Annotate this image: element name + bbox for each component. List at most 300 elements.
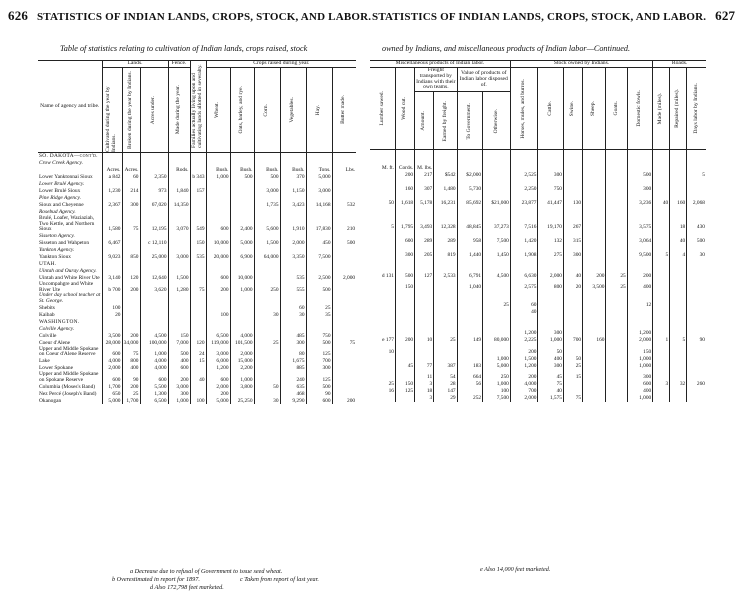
table-cell bbox=[332, 195, 356, 202]
table-cell: 6,467 bbox=[102, 240, 122, 247]
table-cell: 25 bbox=[122, 390, 140, 397]
table-cell: $21,000 bbox=[483, 199, 511, 206]
table-cell: 25 bbox=[483, 302, 511, 309]
table-cell bbox=[687, 388, 706, 395]
table-cell bbox=[396, 265, 415, 272]
table-cell: 5,500 bbox=[140, 383, 168, 390]
table-cell bbox=[670, 178, 687, 185]
table-cell bbox=[254, 195, 280, 202]
table-cell: 2,200 bbox=[230, 365, 254, 372]
table-cell bbox=[687, 206, 706, 213]
table-cell: 600 bbox=[102, 347, 122, 358]
table-cell bbox=[190, 293, 206, 304]
table-cell: 6,500 bbox=[206, 333, 230, 340]
table-cell: 1 bbox=[653, 337, 670, 344]
table-cell bbox=[583, 199, 606, 206]
table-cell bbox=[583, 265, 606, 272]
table-cell bbox=[583, 291, 606, 302]
table-cell bbox=[510, 230, 538, 237]
table-cell bbox=[434, 309, 457, 316]
table-cell: 5,730 bbox=[457, 185, 483, 192]
tribe-name: Shebits bbox=[39, 304, 55, 311]
table-cell bbox=[230, 390, 254, 397]
table-cell: 400 bbox=[627, 279, 653, 290]
table-cell bbox=[510, 178, 538, 185]
table-cell: 3,000 bbox=[168, 383, 190, 390]
table-cell bbox=[670, 291, 687, 302]
table-cell bbox=[332, 312, 356, 319]
table-cell: 12 bbox=[627, 302, 653, 309]
table-cell bbox=[332, 174, 356, 181]
table-cell bbox=[627, 164, 653, 171]
table-cell bbox=[230, 312, 254, 319]
table-cell bbox=[583, 258, 606, 265]
table-cell bbox=[606, 164, 627, 171]
table-cell bbox=[332, 181, 356, 188]
table-cell: 25,000 bbox=[140, 254, 168, 261]
table-cell bbox=[653, 302, 670, 309]
table-cell: 29 bbox=[434, 395, 457, 402]
col-header-roads-repaired: Repaired (miles). bbox=[670, 67, 687, 149]
table-cell: 7,000 bbox=[168, 340, 190, 347]
table-cell: 75 bbox=[122, 216, 140, 233]
table-cell bbox=[583, 316, 606, 323]
table-row bbox=[370, 291, 706, 302]
table-cell: 217 bbox=[415, 171, 434, 178]
table-cell bbox=[396, 302, 415, 309]
table-cell bbox=[687, 265, 706, 272]
table-cell bbox=[306, 319, 332, 326]
table-cell bbox=[483, 258, 511, 265]
table-cell bbox=[670, 157, 687, 164]
table-cell bbox=[230, 202, 254, 209]
table-cell bbox=[583, 323, 606, 330]
table-cell: 30 bbox=[280, 312, 306, 319]
table-cell bbox=[434, 150, 457, 158]
table-cell: 535 bbox=[190, 254, 206, 261]
table-cell: 400 bbox=[538, 355, 564, 362]
table-cell bbox=[538, 244, 564, 251]
table-cell bbox=[687, 316, 706, 323]
group-freight: Freight transported by Indians with their own teams. bbox=[416, 66, 456, 91]
table-cell: 23,877 bbox=[510, 199, 538, 206]
table-cell: 150 bbox=[627, 344, 653, 355]
table-cell: 50 bbox=[254, 383, 280, 390]
table-cell bbox=[670, 244, 687, 251]
table-cell bbox=[687, 279, 706, 290]
table-cell bbox=[190, 268, 206, 275]
table-cell bbox=[396, 230, 415, 237]
col-header-vegetables: Vegetables. bbox=[280, 67, 306, 152]
table-cell bbox=[122, 268, 140, 275]
table-cell: 400 bbox=[122, 365, 140, 372]
table-cell bbox=[670, 279, 687, 290]
table-cell: 3 bbox=[415, 381, 434, 388]
table-cell: 500 bbox=[627, 171, 653, 178]
table-cell bbox=[332, 293, 356, 304]
col-header-horses: Horses, mules, and burros. bbox=[510, 67, 538, 149]
left-footnote-c: c Taken from report of last year. bbox=[240, 576, 319, 583]
table-cell bbox=[606, 369, 627, 380]
left-running-head-text: STATISTICS OF INDIAN LANDS, CROPS, STOCK, AND LABOR. bbox=[36, 11, 372, 23]
table-cell: 25 bbox=[388, 381, 394, 388]
table-cell bbox=[627, 258, 653, 265]
table-cell bbox=[254, 275, 280, 282]
table-cell bbox=[332, 268, 356, 275]
table-cell bbox=[332, 152, 356, 160]
table-cell bbox=[538, 192, 564, 199]
table-cell: 600 bbox=[627, 381, 653, 388]
table-cell: 80 bbox=[280, 347, 306, 358]
table-cell bbox=[457, 192, 483, 199]
table-cell bbox=[415, 178, 434, 185]
table-cell: 90 bbox=[122, 372, 140, 383]
table-cell bbox=[510, 192, 538, 199]
table-cell: 2,533 bbox=[434, 272, 457, 279]
table-cell bbox=[483, 344, 511, 355]
table-cell bbox=[206, 202, 230, 209]
table-cell bbox=[483, 185, 511, 192]
table-cell bbox=[457, 316, 483, 323]
table-cell bbox=[687, 244, 706, 251]
table-cell bbox=[457, 388, 483, 395]
table-cell: 500 bbox=[687, 237, 706, 244]
table-cell: 25,250 bbox=[230, 397, 254, 404]
table-cell bbox=[102, 160, 122, 167]
table-cell bbox=[306, 326, 332, 333]
table-cell bbox=[140, 261, 168, 268]
table-cell bbox=[457, 291, 483, 302]
table-cell: 664 bbox=[457, 369, 483, 380]
table-cell: 67,020 bbox=[140, 202, 168, 209]
table-row bbox=[38, 358, 356, 365]
col-header-butter: Butter made. bbox=[332, 67, 356, 152]
table-cell: 41,447 bbox=[538, 199, 564, 206]
table-cell bbox=[538, 164, 564, 171]
table-cell bbox=[670, 302, 687, 309]
table-cell bbox=[370, 369, 396, 380]
table-cell: 100 bbox=[102, 305, 122, 312]
table-cell: 2,350 bbox=[140, 174, 168, 181]
table-cell bbox=[230, 319, 254, 326]
table-cell bbox=[396, 344, 415, 355]
table-cell: 147 bbox=[434, 388, 457, 395]
table-cell bbox=[563, 309, 582, 316]
table-cell bbox=[457, 150, 483, 158]
table-cell bbox=[687, 272, 706, 279]
table-cell: d 131 bbox=[381, 272, 394, 279]
table-cell bbox=[627, 244, 653, 251]
table-cell bbox=[434, 244, 457, 251]
table-cell bbox=[168, 312, 190, 319]
table-cell bbox=[396, 178, 415, 185]
table-cell bbox=[606, 230, 627, 237]
table-cell bbox=[190, 247, 206, 254]
table-cell bbox=[168, 268, 190, 275]
table-cell bbox=[687, 323, 706, 330]
table-cell: 200 bbox=[206, 390, 230, 397]
state-heading-row bbox=[38, 261, 356, 268]
table-cell bbox=[306, 268, 332, 275]
agency-subheading-row bbox=[38, 195, 356, 202]
table-row bbox=[370, 164, 706, 171]
table-cell bbox=[190, 326, 206, 333]
table-cell: 35 bbox=[306, 312, 332, 319]
table-row bbox=[370, 388, 706, 395]
table-cell: 3,500 bbox=[102, 333, 122, 340]
table-cell bbox=[457, 230, 483, 237]
table-cell bbox=[370, 330, 396, 337]
table-cell bbox=[563, 192, 582, 199]
table-cell: 2,400 bbox=[230, 216, 254, 233]
table-cell bbox=[606, 291, 627, 302]
table-cell: 18 bbox=[670, 213, 687, 230]
table-cell bbox=[102, 152, 122, 160]
table-cell bbox=[510, 265, 538, 272]
table-cell: 700 bbox=[306, 358, 332, 365]
table-cell: 200 bbox=[510, 344, 538, 355]
table-cell bbox=[280, 293, 306, 304]
table-cell: Lbs. bbox=[332, 167, 356, 174]
table-cell: 160 bbox=[396, 185, 415, 192]
table-cell bbox=[332, 282, 356, 293]
table-cell bbox=[190, 261, 206, 268]
table-cell bbox=[434, 164, 457, 171]
table-cell bbox=[230, 181, 254, 188]
table-cell: 10 bbox=[415, 337, 434, 344]
table-row bbox=[370, 171, 706, 178]
table-cell: 80,000 bbox=[483, 337, 511, 344]
table-cell: 1,000 bbox=[230, 372, 254, 383]
table-cell bbox=[653, 272, 670, 279]
col-header-to-government: To Government. bbox=[457, 92, 483, 150]
table-cell: 500 bbox=[396, 272, 415, 279]
table-cell bbox=[140, 326, 168, 333]
table-cell bbox=[370, 323, 396, 330]
table-row bbox=[38, 372, 356, 383]
table-cell: 214 bbox=[122, 188, 140, 195]
table-cell bbox=[563, 344, 582, 355]
table-cell: 45 bbox=[538, 369, 564, 380]
table-cell bbox=[415, 323, 434, 330]
table-cell bbox=[457, 344, 483, 355]
table-cell bbox=[332, 358, 356, 365]
table-cell: 16,231 bbox=[434, 199, 457, 206]
table-cell bbox=[396, 330, 415, 337]
table-cell bbox=[627, 178, 653, 185]
table-cell bbox=[102, 209, 122, 216]
table-cell bbox=[483, 330, 511, 337]
table-cell: 200 bbox=[122, 282, 140, 293]
table-cell: 75 bbox=[563, 395, 582, 402]
table-cell bbox=[606, 316, 627, 323]
table-cell bbox=[230, 188, 254, 195]
table-cell bbox=[687, 178, 706, 185]
table-cell: 101,500 bbox=[230, 340, 254, 347]
tribe-name: Upper and Middle Spokane on Coeur d'Alene Reserve bbox=[39, 345, 99, 358]
table-cell: 3,064 bbox=[627, 237, 653, 244]
table-cell bbox=[583, 157, 606, 164]
table-cell: 64,000 bbox=[254, 254, 280, 261]
tribe-name: Lower Yanktonnai Sioux bbox=[39, 174, 93, 181]
table-cell: 50 bbox=[538, 344, 564, 355]
table-cell bbox=[306, 247, 332, 254]
table-cell bbox=[102, 268, 122, 275]
table-cell bbox=[190, 160, 206, 167]
table-cell bbox=[687, 164, 706, 171]
table-cell: 100 bbox=[190, 397, 206, 404]
table-cell bbox=[653, 244, 670, 251]
table-cell: 200 bbox=[510, 369, 538, 380]
right-statistics-table bbox=[370, 60, 706, 402]
table-cell: 7,500 bbox=[306, 254, 332, 261]
table-cell bbox=[122, 195, 140, 202]
tribe-name: Lower Brulé Agency. bbox=[39, 181, 85, 188]
table-cell: 800 bbox=[538, 279, 564, 290]
table-cell bbox=[483, 178, 511, 185]
table-cell: 7,516 bbox=[510, 213, 538, 230]
table-cell: 1,150 bbox=[280, 188, 306, 195]
table-cell bbox=[583, 330, 606, 337]
table-cell bbox=[606, 381, 627, 388]
table-cell bbox=[434, 355, 457, 362]
table-cell bbox=[670, 323, 687, 330]
table-cell bbox=[102, 293, 122, 304]
table-cell: 75 bbox=[538, 381, 564, 388]
table-cell bbox=[653, 330, 670, 337]
table-row bbox=[370, 157, 706, 164]
table-cell: 5,000 bbox=[306, 174, 332, 181]
table-cell bbox=[206, 293, 230, 304]
table-cell: 40 bbox=[538, 388, 564, 395]
table-cell: 2,000 bbox=[332, 275, 356, 282]
table-cell bbox=[434, 302, 457, 309]
table-cell bbox=[583, 164, 606, 171]
table-cell bbox=[254, 358, 280, 365]
table-cell bbox=[510, 206, 538, 213]
table-cell bbox=[434, 258, 457, 265]
table-cell: 32 bbox=[670, 381, 687, 388]
table-cell: 50 bbox=[563, 355, 582, 362]
table-cell bbox=[653, 164, 670, 171]
table-cell: 25 bbox=[306, 305, 332, 312]
table-cell bbox=[415, 316, 434, 323]
tribe-name: Kaibab bbox=[39, 311, 55, 318]
table-cell: 1,000 bbox=[206, 174, 230, 181]
table-cell bbox=[483, 244, 511, 251]
table-cell: 1,000 bbox=[627, 362, 653, 369]
table-cell: 200 bbox=[122, 333, 140, 340]
table-row bbox=[370, 192, 706, 199]
table-cell bbox=[434, 330, 457, 337]
table-cell bbox=[332, 333, 356, 340]
table-cell bbox=[538, 291, 564, 302]
table-cell bbox=[457, 258, 483, 265]
table-cell bbox=[190, 365, 206, 372]
table-cell: 3,800 bbox=[230, 383, 254, 390]
table-cell bbox=[653, 279, 670, 290]
table-cell: 3,000 bbox=[254, 188, 280, 195]
tribe-name: Under day school teacher at St. George. bbox=[39, 292, 101, 304]
table-cell bbox=[254, 233, 280, 240]
left-running-head bbox=[8, 8, 371, 24]
table-cell bbox=[583, 244, 606, 251]
table-cell bbox=[254, 319, 280, 326]
table-cell bbox=[168, 319, 190, 326]
table-cell bbox=[653, 206, 670, 213]
table-cell: 3,620 bbox=[140, 282, 168, 293]
table-cell bbox=[457, 302, 483, 309]
table-cell bbox=[254, 293, 280, 304]
table-cell bbox=[653, 178, 670, 185]
col-header-freight-earned: Earned by freight. bbox=[434, 92, 457, 150]
table-cell bbox=[434, 192, 457, 199]
table-cell: 315 bbox=[563, 237, 582, 244]
tribe-name: Uncompahgre and White River Ute bbox=[39, 280, 94, 293]
table-cell: 1,040 bbox=[457, 279, 483, 290]
table-cell bbox=[396, 309, 415, 316]
table-cell bbox=[563, 388, 582, 395]
table-cell bbox=[457, 265, 483, 272]
table-cell bbox=[457, 244, 483, 251]
tribe-name: Lake bbox=[39, 358, 50, 365]
table-row bbox=[370, 265, 706, 272]
table-cell: 1,500 bbox=[168, 275, 190, 282]
table-cell bbox=[627, 150, 653, 158]
table-cell: 260 bbox=[687, 381, 706, 388]
table-cell: 14,168 bbox=[306, 202, 332, 209]
table-cell bbox=[332, 326, 356, 333]
table-row bbox=[370, 309, 706, 316]
table-cell bbox=[510, 291, 538, 302]
table-cell bbox=[653, 323, 670, 330]
table-cell: 3,575 bbox=[627, 213, 653, 230]
table-cell bbox=[670, 272, 687, 279]
table-row bbox=[370, 362, 706, 369]
table-cell bbox=[370, 316, 396, 323]
table-cell: 370 bbox=[280, 174, 306, 181]
table-cell: 400 bbox=[168, 358, 190, 365]
tribe-name: Sioux and Cheyenne bbox=[39, 202, 84, 209]
table-cell bbox=[606, 302, 627, 309]
table-cell bbox=[563, 323, 582, 330]
table-cell: 17,830 bbox=[306, 216, 332, 233]
table-cell: 1,200 bbox=[510, 330, 538, 337]
table-cell: 90 bbox=[687, 337, 706, 344]
table-cell: 12,195 bbox=[140, 216, 168, 233]
table-cell bbox=[415, 302, 434, 309]
table-cell bbox=[483, 265, 511, 272]
table-cell: 468 bbox=[280, 390, 306, 397]
agency-subheading-row bbox=[38, 293, 356, 304]
table-cell bbox=[653, 291, 670, 302]
table-cell bbox=[627, 309, 653, 316]
table-cell bbox=[670, 258, 687, 265]
table-cell: 4,000 bbox=[140, 365, 168, 372]
table-cell bbox=[306, 152, 332, 160]
table-row bbox=[38, 305, 356, 312]
table-cell bbox=[538, 206, 564, 213]
table-cell bbox=[140, 268, 168, 275]
table-cell bbox=[606, 355, 627, 362]
table-cell bbox=[687, 330, 706, 337]
table-cell: 5,000 bbox=[102, 397, 122, 404]
table-cell bbox=[396, 355, 415, 362]
table-row bbox=[370, 279, 706, 290]
table-cell bbox=[563, 206, 582, 213]
table-cell bbox=[306, 293, 332, 304]
table-cell: 1,200 bbox=[510, 362, 538, 369]
